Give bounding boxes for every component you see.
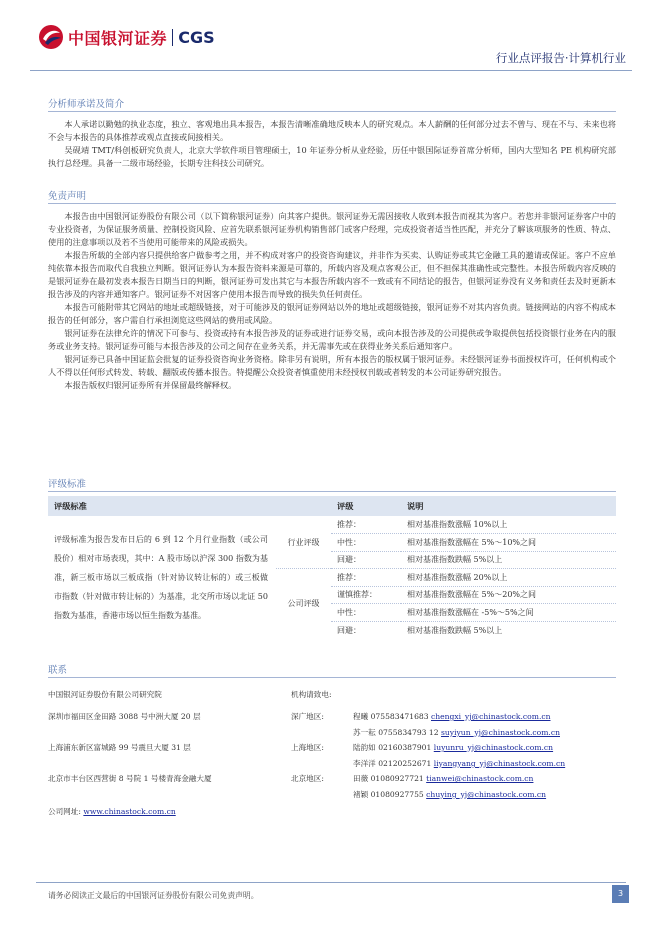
contact-email-link[interactable]: liyangyang_yj@chinastock.com.cn	[433, 759, 566, 768]
company-logo	[38, 23, 215, 51]
grade-cell: 推荐：	[331, 516, 401, 534]
industry-rating-label: 行业评级	[276, 516, 331, 569]
address-shanghai: 上海浦东新区富城路 99 号震旦大厦 31 层	[48, 743, 191, 752]
report-type-label: 行业点评报告·计算机行业	[495, 51, 626, 65]
desc-cell: 相对基准指数涨幅在 5%～10%之间	[401, 534, 616, 552]
region-beijing: 北京地区:	[291, 774, 324, 783]
grade-cell: 中性：	[331, 604, 401, 622]
header-standard: 评级标准	[48, 496, 331, 516]
disclaimer-para-3: 本报告可能附带其它网站的地址或超级链接，对于可能涉及的银河证券网站以外的地址或超级链接，银河证券不对其内容负责。链接网站的内容不构成本报告的任何部分，客户需自行承担浏览这些网站的费用或风险。	[48, 302, 616, 325]
logo-separator	[172, 29, 173, 46]
address-beijing: 北京市丰台区西营街 8 号院 1 号楼青海金融大厦	[48, 774, 212, 783]
disclaimer-body	[48, 210, 616, 392]
company-name: 中国银河证券股份有限公司研究院	[48, 690, 162, 699]
contact-name-phone: 陆韵如 02160387901	[353, 743, 432, 752]
website-link[interactable]: www.chinastock.com.cn	[83, 807, 176, 816]
company-website	[48, 806, 176, 817]
contact-name-phone: 李洋洋 02120252671	[353, 759, 432, 768]
table-row	[48, 516, 616, 534]
desc-cell: 相对基准指数涨幅在 -5%～5%之间	[401, 604, 616, 622]
header-divider	[30, 70, 632, 71]
contact-section-divider	[48, 677, 616, 678]
disclaimer-para-4: 银河证券在法律允许的情况下可参与、投资或持有本报告涉及的证券或进行证券交易，或向本报告涉及的公司提供或争取提供包括投资银行业务在内的服务或业务支持。银河证券可能与本报告涉及的公司之间存在业务关系，并无需事先或在获得业务关系后通知客户。	[48, 328, 616, 351]
disclaimer-para-2: 本报告所载的全部内容只提供给客户做参考之用，并不构成对客户的投资咨询建议，并非作为买卖、认购证券或其它金融工具的邀请或保证。客户不应单纯依靠本报告而取代自我独立判断。银河证券认为本报告资料来源是可靠的，所载内容及观点客观公正，但不担保其准确性或完整性。本报告所载内容反映的是银河证券在最初发表本报告日期当日的判断，银河证券可发出其它与本报告所载内容不一致或有不同结论的报告，但银河证券没有义务和责任去及时更新本报告涉及的内容并通知客户。银河证券不对因客户使用本报告而导致的损失负任何责任。	[48, 250, 616, 299]
desc-cell: 相对基准指数跌幅 5%以上	[401, 551, 616, 569]
region-shanghai: 上海地区:	[291, 743, 324, 752]
company-rating-label: 公司评级	[287, 599, 320, 609]
desc-cell: 相对基准指数跌幅 5%以上	[407, 625, 503, 635]
rating-table-header	[48, 496, 616, 516]
cgs-logo-icon	[38, 24, 64, 50]
analyst-commitment: 本人承诺以勤勉的执业态度，独立、客观地出具本报告，本报告清晰准确地反映本人的研究观点。本人薪酬的任何部分过去不曾与、现在不与、未来也将不会与本报告的具体推荐或观点直接或间接相关。	[48, 119, 616, 142]
disclaimer-section-divider	[48, 203, 616, 204]
header-description: 说明	[401, 496, 616, 516]
grade-cell: 中性：	[331, 534, 401, 552]
contact-name-phone: 苏一耘 0755834793 12	[353, 728, 439, 737]
analyst-section-divider	[48, 111, 616, 112]
desc-cell: 相对基准指数涨幅 20%以上	[401, 569, 616, 587]
disclaimer-para-6: 本报告版权归银河证券所有并保留最终解释权。	[64, 380, 237, 390]
grade-cell: 回避：	[337, 625, 361, 635]
contact-name-phone: 程曦 075583471683	[353, 712, 429, 721]
rating-section-title: 评级标准	[48, 479, 87, 490]
institution-phone-label: 机构请致电:	[291, 690, 332, 699]
contact-person	[353, 758, 565, 769]
contact-email-link[interactable]: chengxi_yj@chinastock.com.cn	[431, 712, 551, 721]
disclaimer-para-5: 银河证券已具备中国证监会批复的证券投资咨询业务资格。除非另有说明，所有本报告的版权属于银河证券。未经银河证券书面授权许可，任何机构或个人不得以任何形式转发、转载、翻版或传播本报告。特提醒公众投资者慎重使用未经授权刊载或者转发的本公司证券研究报告。	[48, 354, 616, 377]
disclaimer-section-title: 免责声明	[48, 191, 87, 202]
rating-table	[48, 496, 616, 639]
contact-person	[353, 727, 560, 738]
analyst-body	[48, 118, 616, 170]
contact-email-link[interactable]: tianwei@chinastock.com.cn	[426, 774, 534, 783]
contact-email-link[interactable]: chuying_yj@chinastock.com.cn	[426, 790, 547, 799]
desc-cell: 相对基准指数涨幅 10%以上	[401, 516, 616, 534]
grade-cell: 回避：	[331, 551, 401, 569]
logo-english-name: CGS	[178, 27, 215, 47]
contact-name-phone: 田薇 01080927721	[353, 774, 424, 783]
contact-email-link[interactable]: luyunru_yj@chinastock.com.cn	[433, 743, 554, 752]
footer-disclaimer-note: 请务必阅读正文最后的中国银河证券股份有限公司免责声明。	[48, 891, 259, 900]
contact-person	[353, 711, 551, 722]
contact-person	[353, 789, 546, 800]
contact-email-link[interactable]: suyiyun_yj@chinastock.com.cn	[441, 728, 560, 737]
rating-standard-text: 评级标准为报告发布日后的 6 到 12 个月行业指数（或公司股价）相对市场表现，其中：A 股市场以沪深 300 指数为基准，新三板市场以三板成指（针对协议转让标的）或三板做市指数（针对做市转让标的）为基准，北交所市场以北证 50 指数为基准，香港市场以恒生指数为基准。	[54, 534, 268, 620]
analyst-section-title: 分析师承诺及简介	[48, 99, 125, 110]
region-shenzhen: 深广地区:	[291, 712, 324, 721]
contact-name-phone: 褚颖 01080927755	[353, 790, 424, 799]
footer-divider	[36, 882, 626, 883]
address-shenzhen: 深圳市福田区金田路 3088 号中洲大厦 20 层	[48, 712, 201, 721]
desc-cell: 相对基准指数涨幅在 5%～20%之间	[401, 586, 616, 604]
rating-section-divider	[48, 491, 616, 492]
contact-person	[353, 742, 553, 753]
analyst-bio: 吴砚靖 TMT/科创板研究负责人，北京大学软件项目管理硕士，10 年证券分析从业经验，历任中银国际证券首席分析师，国内大型知名 PE 机构研究部执行总经理。具备一二级市场经验，长期专注科技公司研究。	[48, 145, 616, 168]
page-number: 3	[612, 885, 629, 903]
grade-cell: 推荐：	[331, 569, 401, 587]
disclaimer-para-1: 本报告由中国银河证券股份有限公司（以下简称银河证券）向其客户提供。银河证券无需因接收人收到本报告而视其为客户。若您并非银河证券客户中的专业投资者，为保证服务质量、控制投资风险、应首先联系银河证券机构销售部门或客户经理，完成投资者适当性匹配，并充分了解该项服务的性质、特点、使用的注意事项以及若不当使用可能带来的风险或损失。	[48, 211, 616, 247]
logo-chinese-name: 中国银河证券	[68, 28, 168, 48]
website-label: 公司网址:	[48, 807, 81, 816]
grade-cell: 谨慎推荐：	[331, 586, 401, 604]
contact-person	[353, 773, 533, 784]
header-grade: 评级	[331, 496, 401, 516]
contact-section-title: 联系	[48, 665, 68, 676]
